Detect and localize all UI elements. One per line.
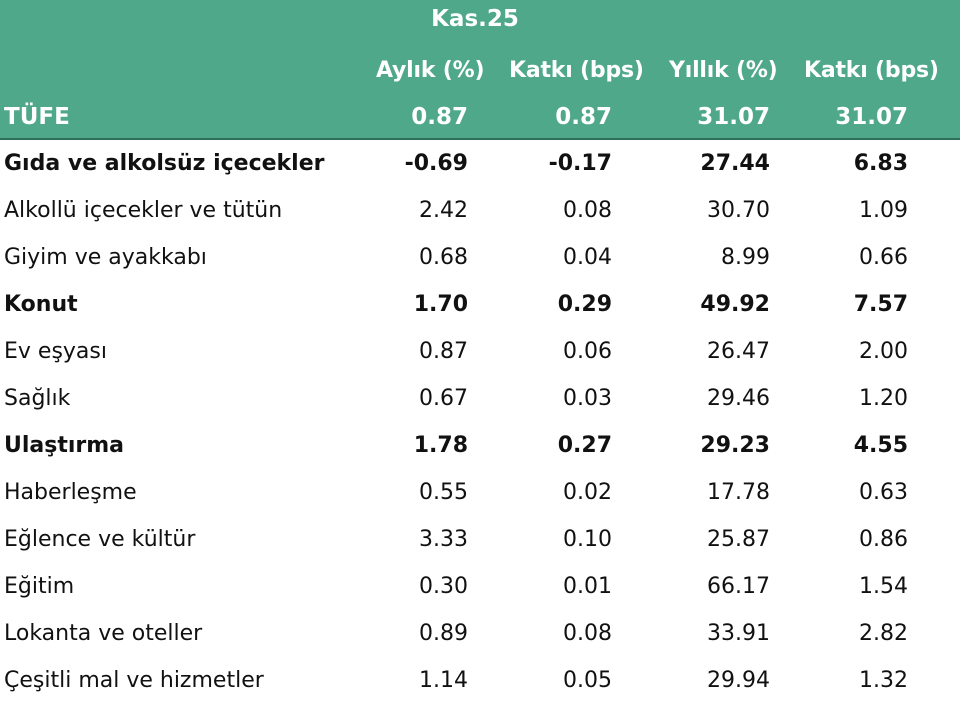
cell-monthly-contribution: 0.04 [563, 245, 612, 270]
column-header-annual-contribution: Katkı (bps) [804, 57, 939, 83]
column-header-monthly-pct: Aylık (%) [376, 57, 485, 83]
cell-monthly-pct: 0.87 [419, 339, 468, 364]
table-row [0, 187, 960, 234]
cell-monthly-contribution: 0.29 [557, 292, 612, 317]
row-label: Giyim ve ayakkabı [4, 245, 207, 270]
row-label: Lokanta ve oteller [4, 621, 203, 646]
cell-monthly-contribution: 0.08 [563, 198, 612, 223]
cell-annual-contribution: 2.00 [859, 339, 908, 364]
row-label: Ev eşyası [4, 339, 107, 364]
table-row [0, 657, 960, 704]
table-row [0, 328, 960, 375]
table-row [0, 422, 960, 469]
row-label: TÜFE [4, 104, 70, 130]
table-row [0, 469, 960, 516]
table-row [0, 516, 960, 563]
cell-annual-pct: 66.17 [707, 574, 770, 599]
cell-monthly-pct: 1.70 [413, 292, 468, 317]
row-label: Haberleşme [4, 480, 137, 505]
table-row [0, 140, 960, 187]
total-cpi-row [0, 96, 960, 140]
table-row [0, 234, 960, 281]
cell-annual-pct: 17.78 [707, 480, 770, 505]
row-label: Eğlence ve kültür [4, 527, 196, 552]
cell-annual-contribution: 1.09 [859, 198, 908, 223]
cell-annual-pct: 26.47 [707, 339, 770, 364]
row-label: Sağlık [4, 386, 71, 411]
cell-monthly-contribution: 0.10 [563, 527, 612, 552]
cell-annual-contribution: 1.20 [859, 386, 908, 411]
cell-monthly-pct: 0.30 [419, 574, 468, 599]
cell-monthly-pct: -0.69 [404, 151, 468, 176]
cell-monthly-contribution: 0.05 [563, 668, 612, 693]
cell-annual-pct: 27.44 [700, 151, 770, 176]
table-header [0, 0, 960, 96]
cell-monthly-pct: 3.33 [419, 527, 468, 552]
cell-annual-contribution: 0.63 [859, 480, 908, 505]
cell-annual-contribution: 2.82 [859, 621, 908, 646]
cell-annual-contribution: 31.07 [835, 104, 908, 130]
table-row [0, 281, 960, 328]
column-headers [0, 50, 960, 90]
cell-monthly-contribution: 0.08 [563, 621, 612, 646]
cell-annual-pct: 29.23 [700, 433, 770, 458]
period-label: Kas.25 [431, 6, 519, 32]
cell-monthly-contribution: 0.03 [563, 386, 612, 411]
row-label: Alkollü içecekler ve tütün [4, 198, 283, 223]
cell-annual-contribution: 0.66 [859, 245, 908, 270]
column-header-annual-pct: Yıllık (%) [669, 57, 778, 83]
cell-annual-contribution: 6.83 [853, 151, 908, 176]
cell-monthly-pct: 0.67 [419, 386, 468, 411]
row-label: Ulaştırma [4, 433, 125, 458]
cell-monthly-pct: 0.68 [419, 245, 468, 270]
cell-monthly-contribution: 0.02 [563, 480, 612, 505]
cell-annual-contribution: 0.86 [859, 527, 908, 552]
cell-annual-pct: 31.07 [697, 104, 770, 130]
cell-annual-contribution: 7.57 [853, 292, 908, 317]
cell-monthly-contribution: 0.06 [563, 339, 612, 364]
cell-monthly-contribution: -0.17 [548, 151, 612, 176]
cell-annual-pct: 49.92 [700, 292, 770, 317]
cell-monthly-contribution: 0.27 [557, 433, 612, 458]
cell-annual-contribution: 4.55 [853, 433, 908, 458]
table-row [0, 375, 960, 422]
cell-annual-contribution: 1.54 [859, 574, 908, 599]
table-row [0, 563, 960, 610]
cell-annual-pct: 29.46 [707, 386, 770, 411]
cell-annual-pct: 29.94 [707, 668, 770, 693]
table-row [0, 610, 960, 657]
table-body [0, 140, 960, 704]
cell-annual-pct: 33.91 [707, 621, 770, 646]
cell-monthly-pct: 1.14 [419, 668, 468, 693]
cell-monthly-contribution: 0.87 [555, 104, 612, 130]
cell-monthly-pct: 0.55 [419, 480, 468, 505]
cell-annual-pct: 30.70 [707, 198, 770, 223]
cell-monthly-pct: 1.78 [413, 433, 468, 458]
row-label: Eğitim [4, 574, 75, 599]
cell-annual-contribution: 1.32 [859, 668, 908, 693]
cell-monthly-pct: 0.89 [419, 621, 468, 646]
row-label: Konut [4, 292, 78, 317]
cell-monthly-contribution: 0.01 [563, 574, 612, 599]
row-label: Çeşitli mal ve hizmetler [4, 668, 264, 693]
cell-annual-pct: 25.87 [707, 527, 770, 552]
cell-monthly-pct: 2.42 [419, 198, 468, 223]
row-label: Gıda ve alkolsüz içecekler [4, 151, 325, 176]
cell-annual-pct: 8.99 [721, 245, 770, 270]
cell-monthly-pct: 0.87 [411, 104, 468, 130]
column-header-monthly-contribution: Katkı (bps) [509, 57, 644, 83]
